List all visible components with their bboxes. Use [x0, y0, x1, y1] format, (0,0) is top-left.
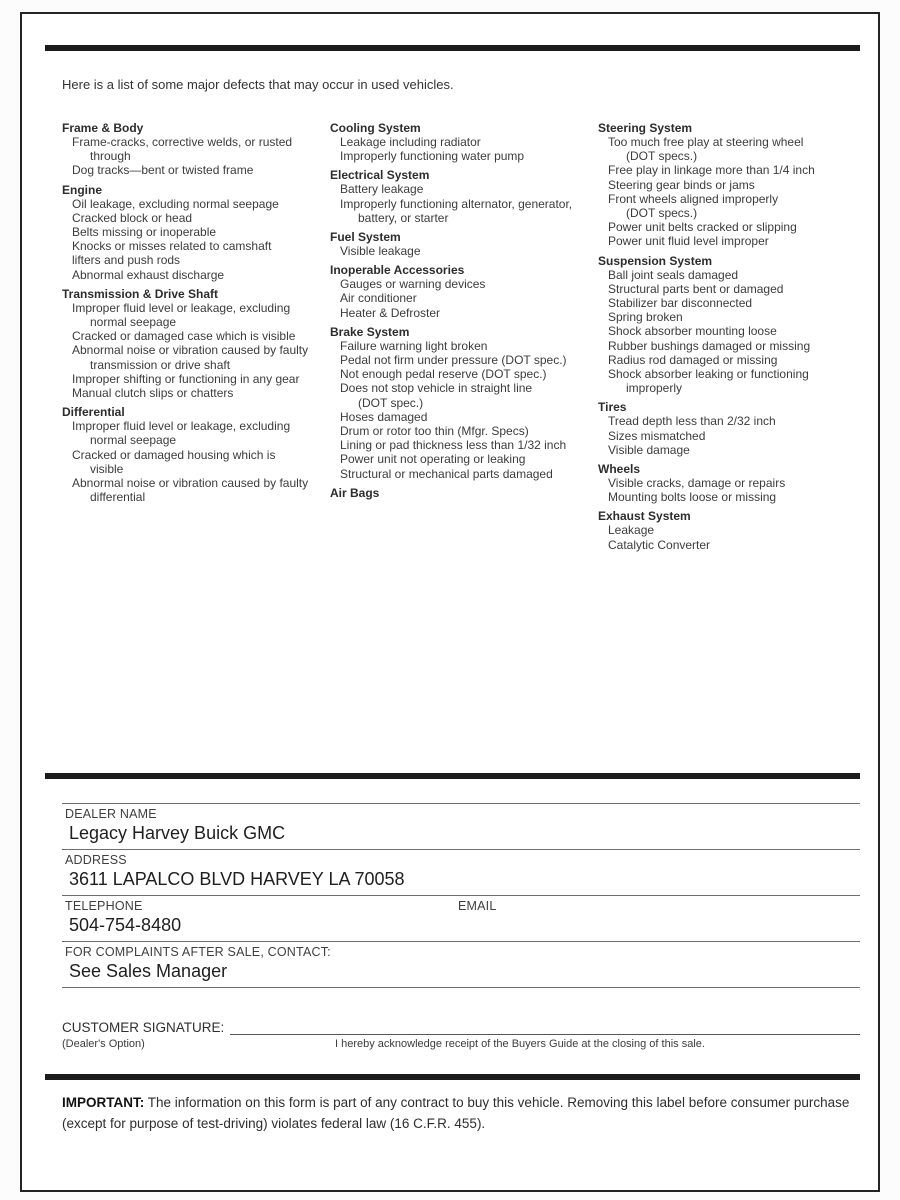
defect-item-line: Gauges or warning devices [340, 277, 486, 292]
defect-item [62, 253, 330, 267]
defect-item-line: Failure warning light broken [340, 338, 488, 353]
defect-item-line: Spring broken [608, 310, 683, 325]
defect-item-line: Free play in linkage more than 1/4 inch [608, 163, 815, 178]
defect-item [62, 372, 330, 386]
defect-category-heading: Suspension System [598, 253, 713, 268]
defect-item-line: Manual clutch slips or chatters [72, 386, 234, 401]
defect-item-line: Power unit fluid level improper [608, 234, 769, 249]
defect-item-line: Tread depth less than 2/32 inch [608, 414, 776, 429]
defect-item-line: Shock absorber leaking or functioning [608, 367, 809, 382]
defect-item-line: Too much free play at steering wheel [608, 135, 804, 149]
defect-item [598, 538, 848, 552]
defect-category-heading: Steering System [598, 121, 693, 135]
defect-item-line: Stabilizer bar disconnected [608, 296, 753, 311]
telephone-value: 504-754-8480 [69, 915, 182, 935]
defect-item [598, 268, 848, 282]
defect-item [330, 135, 598, 149]
defect-category-heading: Frame & Body [62, 121, 144, 135]
defect-item-line: Power unit not operating or leaking [340, 452, 526, 467]
defect-item-line: Knocks or misses related to camshaft [72, 239, 272, 254]
defect-category [598, 509, 848, 551]
defect-category [598, 254, 848, 396]
defect-item-line: Abnormal noise or vibration caused by faulty [72, 343, 309, 358]
defect-item-line: lifters and push rods [72, 253, 181, 268]
defect-item [330, 182, 598, 196]
defect-item-line: Leakage [608, 523, 655, 538]
buyers-guide-page [20, 12, 880, 1192]
defect-item [330, 306, 598, 320]
defect-item-line: Shock absorber mounting loose [608, 324, 777, 339]
signature-section [62, 1020, 860, 1050]
defect-item [330, 424, 598, 438]
defect-item [62, 476, 330, 504]
defect-item-line: Cracked or damaged case which is visible [72, 329, 296, 344]
defect-item [330, 197, 598, 225]
defect-item [598, 339, 848, 353]
email-value [458, 913, 462, 936]
defects-column-2 [330, 121, 598, 500]
defect-item-line: Abnormal noise or vibration caused by faulty [72, 476, 309, 491]
defect-category [62, 405, 330, 504]
defect-item [62, 239, 330, 253]
defect-item-line: Oil leakage, excluding normal seepage [72, 196, 279, 211]
defect-item-line: Cracked block or head [72, 210, 193, 225]
defect-item-line: Improper fluid level or leakage, excluding [72, 300, 291, 315]
defect-item-line: differential [90, 490, 146, 505]
email-label: EMAIL [458, 899, 497, 913]
defect-item-line: Structural or mechanical parts damaged [340, 466, 553, 481]
defect-item [62, 343, 330, 371]
defect-item-line: transmission or drive shaft [90, 357, 231, 372]
defect-item [598, 234, 848, 248]
important-notice [62, 1092, 854, 1134]
defect-item-line: through [90, 149, 131, 164]
defect-item-line: Frame-cracks, corrective welds, or rusted [72, 135, 293, 149]
defect-category [330, 121, 598, 163]
signature-row [62, 1020, 860, 1035]
defect-category-heading: Electrical System [330, 168, 430, 183]
intro-text: Here is a list of some major defects that may occur in used vehicles. [62, 77, 454, 92]
defect-category-heading: Fuel System [330, 230, 401, 245]
defect-item-line: Sizes mismatched [608, 428, 706, 443]
defect-category [598, 121, 848, 249]
defect-item-line: Mounting bolts loose or missing [608, 490, 777, 505]
dealers-option-note: (Dealer's Option) [62, 1038, 145, 1050]
defect-item-line: battery, or starter [358, 210, 449, 225]
address-value: 3611 LAPALCO BLVD HARVEY LA 70058 [69, 869, 405, 889]
defect-item [598, 476, 848, 490]
defect-item [330, 452, 598, 466]
dealer-name-label: DEALER NAME [65, 807, 157, 821]
defect-item [62, 448, 330, 476]
address-label: ADDRESS [65, 853, 127, 867]
defects-column-1 [62, 121, 330, 504]
defect-item-line: Ball joint seals damaged [608, 267, 739, 282]
defect-item [330, 353, 598, 367]
complaints-value: See Sales Manager [69, 961, 228, 981]
defect-item [598, 353, 848, 367]
defect-item [330, 244, 598, 258]
defect-item [598, 135, 848, 163]
defect-item [598, 192, 848, 220]
defect-item [598, 163, 848, 177]
telephone-email-field [62, 895, 860, 941]
defect-item-line: Does not stop vehicle in straight line [340, 381, 533, 396]
defects-columns [62, 121, 878, 773]
defect-item-line: Air conditioner [340, 291, 417, 306]
defect-item-line: Cracked or damaged housing which is [72, 447, 276, 462]
complaints-field [62, 941, 860, 987]
defect-item-line: Steering gear binds or jams [608, 177, 755, 192]
defect-item-line: Pedal not firm under pressure (DOT spec.) [340, 353, 567, 368]
defect-category [330, 325, 598, 481]
signature-line [230, 1021, 860, 1035]
defect-item [62, 225, 330, 239]
defect-item-line: Not enough pedal reserve (DOT spec.) [340, 367, 547, 382]
defect-item [598, 443, 848, 457]
defect-item [62, 329, 330, 343]
defect-category [62, 287, 330, 400]
defect-category [330, 168, 598, 225]
defect-item [62, 419, 330, 447]
defect-item [330, 410, 598, 424]
telephone-label: TELEPHONE [65, 899, 143, 913]
footer-divider-bar [45, 1074, 860, 1080]
defect-item [598, 429, 848, 443]
address-field [62, 849, 860, 895]
defect-item [62, 211, 330, 225]
defect-item [330, 277, 598, 291]
defect-item-line: (DOT specs.) [626, 206, 698, 221]
defect-category-heading: Inoperable Accessories [330, 263, 465, 278]
defect-item [62, 135, 330, 163]
customer-signature-label: CUSTOMER SIGNATURE: [62, 1020, 225, 1035]
defect-item-line: Improper shifting or functioning in any gear [72, 371, 300, 386]
defect-item [62, 386, 330, 400]
defect-item [330, 367, 598, 381]
defect-category [598, 462, 848, 504]
defect-item-line: Visible damage [608, 442, 690, 457]
defect-item [598, 220, 848, 234]
signature-sub-row [62, 1038, 860, 1050]
defect-item-line: Improperly functioning water pump [340, 149, 525, 164]
defect-category-heading: Wheels [598, 462, 641, 477]
important-text: The information on this form is part of any contract to buy this vehicle. Removing this label before consumer purchase (except for purpose of test-driving) violates federal law (16 C.F.R. 455). [62, 1095, 850, 1131]
defect-item-line: Lining or pad thickness less than 1/32 inch [340, 438, 567, 453]
defect-item [598, 310, 848, 324]
defect-item-line: Power unit belts cracked or slipping [608, 220, 797, 235]
defect-category [330, 230, 598, 258]
acknowledgment-text: I hereby acknowledge receipt of the Buyers Guide at the closing of this sale. [335, 1038, 705, 1050]
defect-item-line: Visible leakage [340, 244, 421, 259]
telephone-email-labels-row [65, 899, 860, 913]
defect-item [330, 467, 598, 481]
defect-item-line: Battery leakage [340, 182, 424, 197]
defect-category [330, 486, 598, 500]
defect-item-line: Abnormal exhaust discharge [72, 267, 225, 282]
defect-item-line: Dog tracks—bent or twisted frame [72, 163, 254, 178]
dealer-section-divider-bar [45, 773, 860, 779]
dealer-name-field [62, 803, 860, 849]
dealer-name-value: Legacy Harvey Buick GMC [69, 823, 286, 843]
defect-category [62, 121, 330, 178]
defect-category-heading: Air Bags [330, 485, 380, 500]
defect-category-heading: Tires [598, 400, 627, 415]
defect-item-line: Belts missing or inoperable [72, 225, 217, 240]
defect-item-line: Heater & Defroster [340, 305, 441, 320]
defect-category-heading: Brake System [330, 324, 410, 339]
important-label: IMPORTANT: [62, 1095, 145, 1110]
defect-item [62, 301, 330, 329]
defect-item [330, 339, 598, 353]
defect-item-line: normal seepage [90, 315, 177, 330]
defect-item-line: Catalytic Converter [608, 537, 711, 552]
complaints-bottom-line [62, 987, 860, 988]
defect-category-heading: Transmission & Drive Shaft [62, 286, 219, 301]
defect-item-line: improperly [626, 381, 683, 396]
defect-item [330, 381, 598, 409]
defect-item [598, 296, 848, 310]
defect-item [330, 149, 598, 163]
defect-item-line: Structural parts bent or damaged [608, 281, 784, 296]
defect-category-heading: Differential [62, 405, 125, 420]
defect-item [598, 282, 848, 296]
defect-item-line: Front wheels aligned improperly [608, 191, 779, 206]
top-divider-bar [45, 45, 860, 51]
defect-item [330, 438, 598, 452]
defects-column-3 [598, 121, 848, 552]
defect-item-line: Radius rod damaged or missing [608, 352, 778, 367]
defect-category [62, 183, 330, 282]
defect-category-heading: Cooling System [330, 121, 421, 135]
defect-item-line: Improper fluid level or leakage, excluding [72, 419, 291, 434]
complaints-label: FOR COMPLAINTS AFTER SALE, CONTACT: [65, 945, 331, 959]
defect-item [598, 414, 848, 428]
dealer-info-section [62, 803, 860, 988]
defect-category [330, 263, 598, 320]
defect-item-line: Improperly functioning alternator, generator, [340, 196, 573, 211]
defect-item [598, 490, 848, 504]
defect-category-heading: Engine [62, 182, 103, 197]
defect-category-heading: Exhaust System [598, 509, 691, 524]
defect-item [62, 197, 330, 211]
defect-item-line: Rubber bushings damaged or missing [608, 338, 811, 353]
defect-category [598, 400, 848, 457]
defect-item-line: Visible cracks, damage or repairs [608, 476, 786, 491]
defect-item-line: Hoses damaged [340, 409, 428, 424]
defect-item-line: (DOT spec.) [358, 395, 424, 410]
defect-item [598, 367, 848, 395]
defect-item [598, 324, 848, 338]
defect-item-line: Leakage including radiator [340, 135, 481, 149]
defect-item-line: (DOT specs.) [626, 149, 698, 164]
defect-item-line: normal seepage [90, 433, 177, 448]
defect-item [598, 178, 848, 192]
defect-item [330, 291, 598, 305]
defect-item-line: visible [90, 461, 124, 476]
telephone-email-values-row [65, 913, 860, 936]
defect-item [62, 268, 330, 282]
defect-item [62, 163, 330, 177]
defect-item-line: Drum or rotor too thin (Mfgr. Specs) [340, 424, 529, 439]
defect-item [598, 523, 848, 537]
